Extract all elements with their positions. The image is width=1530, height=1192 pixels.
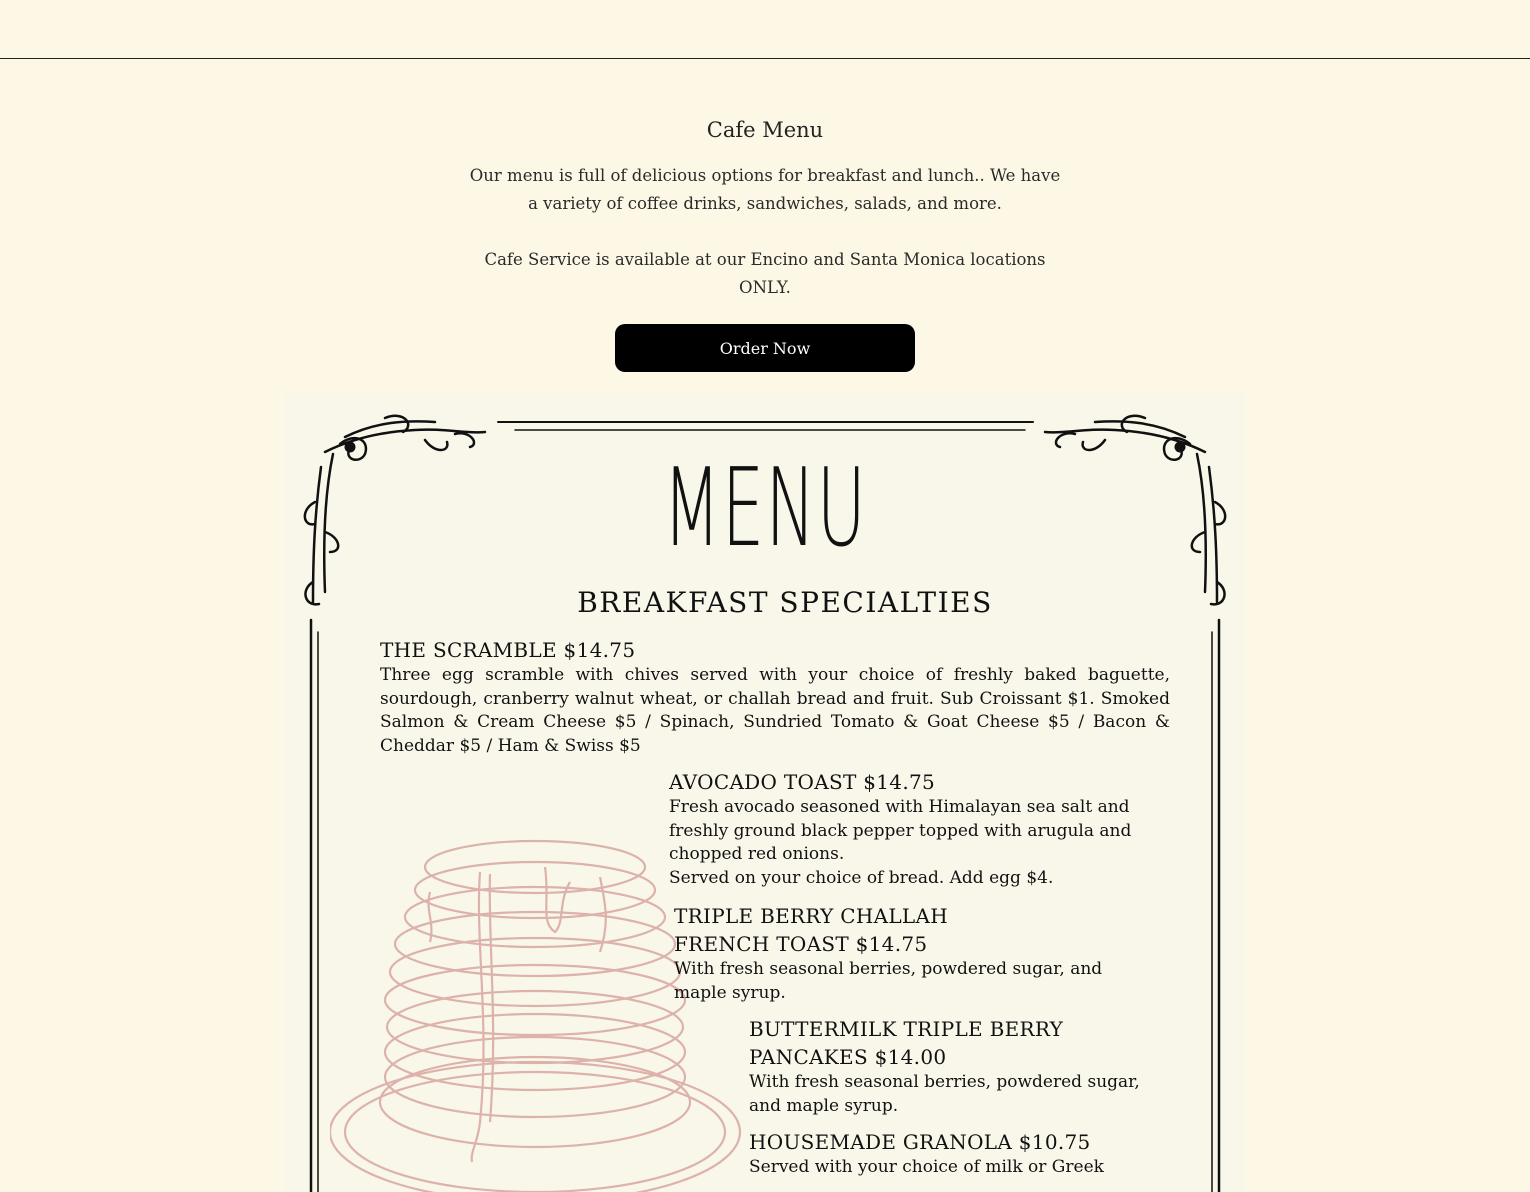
item-note: Served on your choice of bread. Add egg $4. (669, 868, 1054, 889)
item-description: Served with your choice of milk or Greek (749, 1157, 1104, 1177)
page-title: Cafe Menu (706, 118, 824, 142)
intro-paragraph: Our menu is full of delicious options for breakfast and lunch.. We have a variety of coffee drinks, sandwiches, salads, and more. (469, 166, 1061, 213)
item-name: AVOCADO TOAST $14.75 (669, 770, 936, 794)
menu-item-avocado-toast (669, 768, 1169, 891)
order-now-button[interactable]: Order Now (615, 324, 915, 372)
menu-item-granola (749, 1128, 1169, 1180)
top-navigation-bar (0, 0, 1530, 59)
item-name: HOUSEMADE GRANOLA $10.75 (749, 1130, 1091, 1154)
item-description: With fresh seasonal berries, powdered sugar, and maple syrup. (674, 959, 1103, 1003)
menu-card-image (285, 392, 1245, 1192)
locations-paragraph: Cafe Service is available at our Encino and Santa Monica locations ONLY. (484, 250, 1046, 297)
menu-item-pancakes (749, 1015, 1169, 1118)
menu-item-french-toast (674, 902, 1134, 1005)
item-description: Fresh avocado seasoned with Himalayan sea salt and freshly ground black pepper topped with arugula and chopped red onions. (669, 797, 1132, 865)
intro-section (0, 110, 1530, 302)
menu-item-scramble (380, 636, 1170, 759)
item-name: TRIPLE BERRY CHALLAH FRENCH TOAST $14.75 (674, 904, 948, 956)
item-description: With fresh seasonal berries, powdered sugar, and maple syrup. (749, 1072, 1140, 1116)
item-description: Three egg scramble with chives served with your choice of freshly baked baguette, sourdough, cranberry walnut wheat, or challah bread and fruit. Sub Croissant $1. Smoked Salmon & Cream Cheese $5 / Spinach, Sundried Tomato & Goat Cheese $5 / Bacon & Cheddar $5 / Ham & Swiss $5 (380, 665, 1170, 757)
section-heading: BREAKFAST SPECIALTIES (577, 586, 993, 619)
item-name: BUTTERMILK TRIPLE BERRY PANCAKES $14.00 (749, 1017, 1064, 1069)
menu-heading: MENU (662, 446, 868, 571)
item-name: THE SCRAMBLE $14.75 (380, 638, 636, 662)
